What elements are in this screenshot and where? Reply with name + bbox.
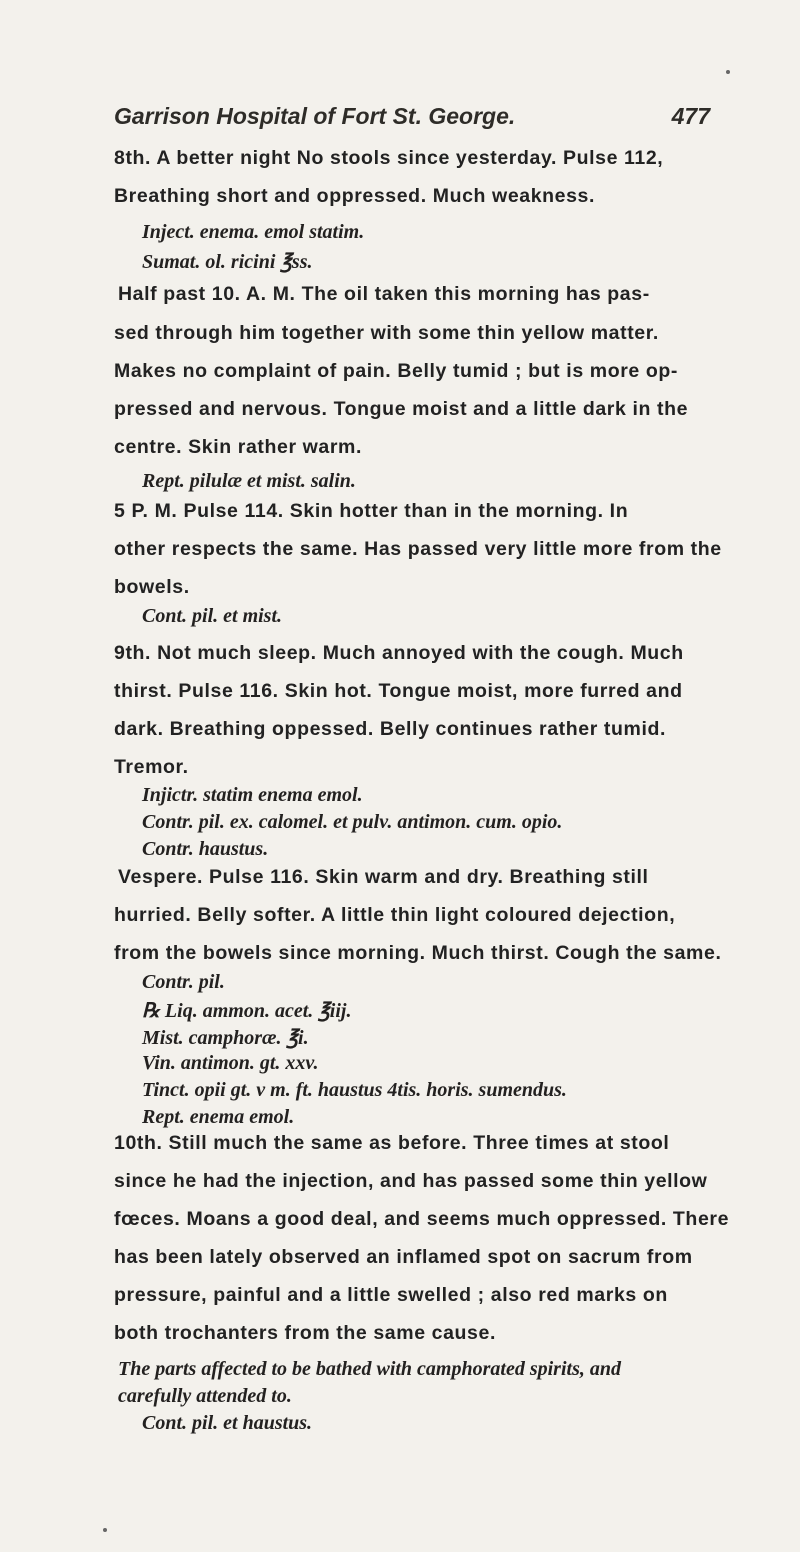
text-line: 9th. Not much sleep. Much annoyed with the cough. Much: [114, 642, 684, 664]
text-line: Makes no complaint of pain. Belly tumid ; but is more op-: [114, 360, 678, 382]
prescription-line: Inject. enema. emol statim.: [142, 221, 365, 243]
prescription-line: Cont. pil. et haustus.: [142, 1412, 313, 1434]
text-line: from the bowels since morning. Much thirst. Cough the same.: [114, 942, 722, 964]
text-line: thirst. Pulse 116. Skin hot. Tongue moist, more furred and: [114, 680, 683, 702]
prescription-line: Contr. pil.: [142, 971, 225, 993]
text-line: since he had the injection, and has passed some thin yellow: [114, 1170, 708, 1192]
paper-speck: [726, 70, 730, 74]
prescription-line: Tinct. opii gt. v m. ft. haustus 4tis. horis. sumendus.: [142, 1079, 567, 1101]
text-line: 5 P. M. Pulse 114. Skin hotter than in the morning. In: [114, 500, 629, 522]
prescription-line: Contr. pil. ex. calomel. et pulv. antimon. cum. opio.: [142, 811, 563, 833]
text-line: other respects the same. Has passed very little more from the: [114, 538, 722, 560]
prescription-line: carefully attended to.: [118, 1385, 292, 1407]
text-line: Breathing short and oppressed. Much weakness.: [114, 185, 596, 207]
prescription-line: Cont. pil. et mist.: [142, 605, 283, 627]
text-line: pressed and nervous. Tongue moist and a little dark in the: [114, 398, 689, 420]
prescription-line: The parts affected to be bathed with camphorated spirits, and: [118, 1358, 621, 1380]
prescription-line: Rept. enema emol.: [142, 1106, 295, 1128]
text-line: bowels.: [114, 576, 190, 598]
text-line: dark. Breathing oppessed. Belly continues rather tumid.: [114, 718, 667, 740]
prescription-line: Mist. camphoræ. ℥i.: [142, 1027, 309, 1049]
prescription-line: Vin. antimon. gt. xxv.: [142, 1052, 319, 1074]
prescription-line: ℞ Liq. ammon. acet. ℥iij.: [142, 1000, 352, 1022]
prescription-line: Sumat. ol. ricini ℥ss.: [142, 251, 313, 273]
text-line: Half past 10. A. M. The oil taken this morning has pas-: [118, 283, 650, 305]
prescription-line: Contr. haustus.: [142, 838, 269, 860]
paper-speck: [103, 1528, 107, 1532]
text-line: both trochanters from the same cause.: [114, 1322, 496, 1344]
running-title: Garrison Hospital of Fort St. George.: [114, 103, 516, 129]
text-line: fœces. Moans a good deal, and seems much oppressed. There: [114, 1208, 730, 1230]
text-line: hurried. Belly softer. A little thin light coloured dejection,: [114, 904, 676, 926]
prescription-line: Rept. pilulæ et mist. salin.: [142, 470, 356, 492]
text-line: sed through him together with some thin yellow matter.: [114, 322, 659, 344]
text-line: pressure, painful and a little swelled ; also red marks on: [114, 1284, 668, 1306]
page-number: 477: [671, 103, 710, 129]
text-line: Tremor.: [114, 756, 189, 778]
text-line: has been lately observed an inflamed spot on sacrum from: [114, 1246, 693, 1268]
page-header: [114, 103, 710, 139]
prescription-line: Injictr. statim enema emol.: [142, 784, 363, 806]
text-line: centre. Skin rather warm.: [114, 436, 363, 458]
text-line: Vespere. Pulse 116. Skin warm and dry. Breathing still: [118, 866, 649, 888]
text-line: 8th. A better night No stools since yesterday. Pulse 112,: [114, 147, 664, 169]
text-line: 10th. Still much the same as before. Three times at stool: [114, 1132, 670, 1154]
